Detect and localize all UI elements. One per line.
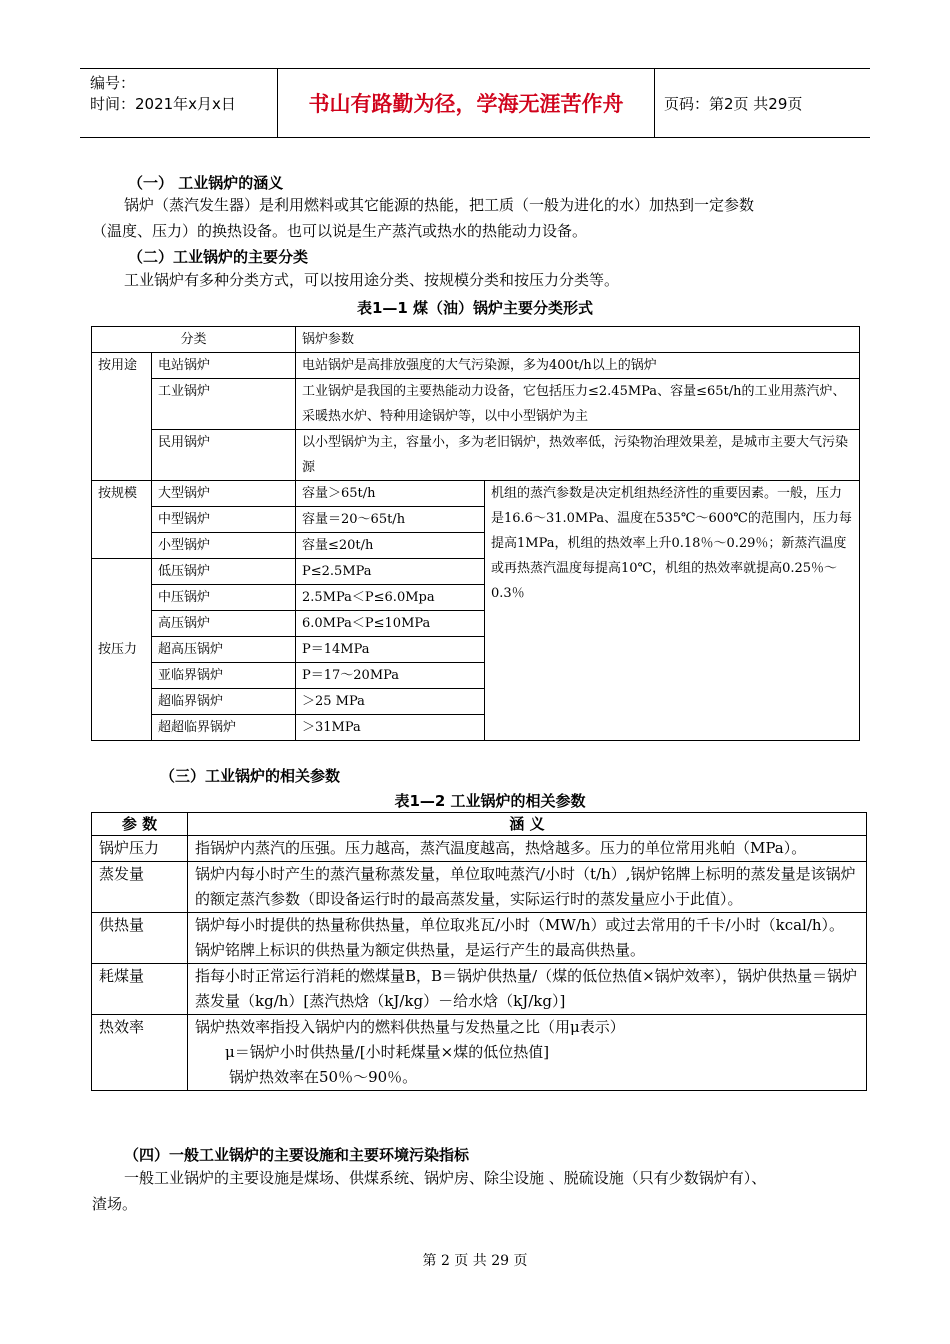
section1-para-line1: 锅炉（蒸汽发生器）是利用燃料或其它能源的热能，把工质（一般为进化的水）加热到一定参数 [124,196,755,214]
type-name: 超超临界锅炉 [152,715,296,741]
table-row [92,862,867,913]
section3-title: （三）工业锅炉的相关参数 [160,767,341,785]
type-desc: ＞25 MPa [296,689,485,715]
param-desc: 锅炉每小时提供的热量称供热量，单位取兆瓦/小时（MW/h）或过去常用的千卡/小时（kcal/h）。锅炉铭牌上标识的供热量为额定供热量，是运行产生的最高供热量。 [188,913,867,964]
section2-title: （二）工业锅炉的主要分类 [128,248,309,266]
section4-para-line2: 渣场。 [92,1195,138,1213]
header-page: 页码：第2页 共29页 [664,94,803,113]
table-row [92,430,860,481]
section4-para-line1: 一般工业锅炉的主要设施是煤场、供煤系统、锅炉房、除尘设施 、脱硫设施（只有少数锅炉有）、 [124,1169,767,1187]
type-name: 高压锅炉 [152,611,296,637]
param-name: 供热量 [92,913,188,964]
type-desc: 容量≤20t/h [296,533,485,559]
type-name: 亚临界锅炉 [152,663,296,689]
table-row [92,481,860,507]
param-name: 蒸发量 [92,862,188,913]
section1-para-line2: （温度、压力）的换热设备。也可以说是生产蒸汽或热水的热能动力设备。 [92,222,588,240]
type-desc: P＝14MPa [296,637,485,663]
table-row [92,327,860,353]
header-date: 时间：2021年x月x日 [90,95,236,113]
page-header [80,68,870,138]
param-desc: 锅炉内每小时产生的蒸汽量称蒸发量，单位取吨蒸汽/小时（t/h）,锅炉铭牌上标明的蒸发量是该锅炉的额定蒸汽参数（即设备运行时的最高蒸发量，实际运行时的蒸发量应小于此值）。 [188,862,867,913]
table-row [92,379,860,430]
type-desc: P＝17～20MPa [296,663,485,689]
table-row [92,353,860,379]
group-scale: 按规模 [92,481,152,559]
param-name: 锅炉压力 [92,836,188,862]
parameters-table [91,812,867,1091]
type-desc: 2.5MPa＜P≤6.0Mpa [296,585,485,611]
type-desc: 容量＞65t/h [296,481,485,507]
efficiency-line2: μ＝锅炉小时供热量/[小时耗煤量×煤的低位热值] [225,1043,550,1061]
table-row [92,813,867,836]
param-desc: 指每小时正常运行消耗的燃煤量B，B＝锅炉供热量/（煤的低位热值×锅炉效率），锅炉供热量＝锅炉蒸发量（kg/h）[蒸汽热焓（kJ/kg）－给水焓（kJ/kg）] [188,964,867,1015]
type-name: 电站锅炉 [152,353,296,379]
type-desc: 电站锅炉是高排放强度的大气污染源，多为400t/h以上的锅炉 [296,353,860,379]
table2-caption: 表1—2 工业锅炉的相关参数 [394,792,586,810]
section4-title: （四）一般工业锅炉的主要设施和主要环境污染指标 [124,1146,470,1164]
type-name: 超高压锅炉 [152,637,296,663]
type-desc: ＞31MPa [296,715,485,741]
type-desc: P≤2.5MPa [296,559,485,585]
type-name: 中型锅炉 [152,507,296,533]
table-row [92,836,867,862]
header-number: 编号： [90,74,136,92]
type-name: 超临界锅炉 [152,689,296,715]
classification-table [91,326,860,741]
table-row [92,913,867,964]
section1-title: （一） 工业锅炉的涵义 [128,174,284,192]
efficiency-line1: 锅炉热效率指投入锅炉内的燃料供热量与发热量之比（用μ表示） [195,1018,625,1036]
header-info [80,69,278,137]
type-desc: 容量＝20～65t/h [296,507,485,533]
type-name: 低压锅炉 [152,559,296,585]
table1-caption: 表1—1 煤（油）锅炉主要分类形式 [356,299,594,317]
group-pressure: 按压力 [92,559,152,741]
param-desc: 指锅炉内蒸汽的压强。压力越高，蒸汽温度越高，热焓越多。压力的单位常用兆帕（MPa）。 [188,836,867,862]
param-desc [188,1015,867,1091]
type-name: 民用锅炉 [152,430,296,481]
header-slogan: 书山有路勤为径，学海无涯苦作舟 [278,69,655,137]
type-desc: 6.0MPa＜P≤10MPa [296,611,485,637]
type-name: 工业锅炉 [152,379,296,430]
type-name: 小型锅炉 [152,533,296,559]
type-desc: 工业锅炉是我国的主要热能动力设备，它包括压力≤2.45MPa、容量≤65t/h的工业用蒸汽炉、采暖热水炉、特种用途锅炉等，以中小型锅炉为主 [296,379,860,430]
type-desc: 以小型锅炉为主，容量小，多为老旧锅炉，热效率低，污染物治理效果差，是城市主要大气污染源 [296,430,860,481]
param-name: 耗煤量 [92,964,188,1015]
type-name: 大型锅炉 [152,481,296,507]
group-use: 按用途 [92,353,152,481]
table-row [92,1015,867,1091]
table1-note: 机组的蒸汽参数是决定机组热经济性的重要因素。一般，压力是16.6～31.0MPa、温度在535℃～600℃的范围内，压力每提高1MPa，机组的热效率上升0.18％～0.29％；新蒸汽温度或再热蒸汽温度每提高10℃，机组的热效率就提高0.25％～0.3％ [485,481,860,741]
table-row [92,964,867,1015]
type-name: 中压锅炉 [152,585,296,611]
table1-head-params: 锅炉参数 [296,327,860,353]
table1-head-category: 分类 [92,327,296,353]
table2-head-meaning: 涵 义 [188,813,867,836]
page-footer: 第 2 页 共 29 页 [422,1253,528,1269]
param-name: 热效率 [92,1015,188,1091]
section2-para: 工业锅炉有多种分类方式，可以按用途分类、按规模分类和按压力分类等。 [124,271,620,289]
efficiency-line3: 锅炉热效率在50％～90％。 [229,1068,418,1086]
table2-head-param: 参 数 [92,813,188,836]
